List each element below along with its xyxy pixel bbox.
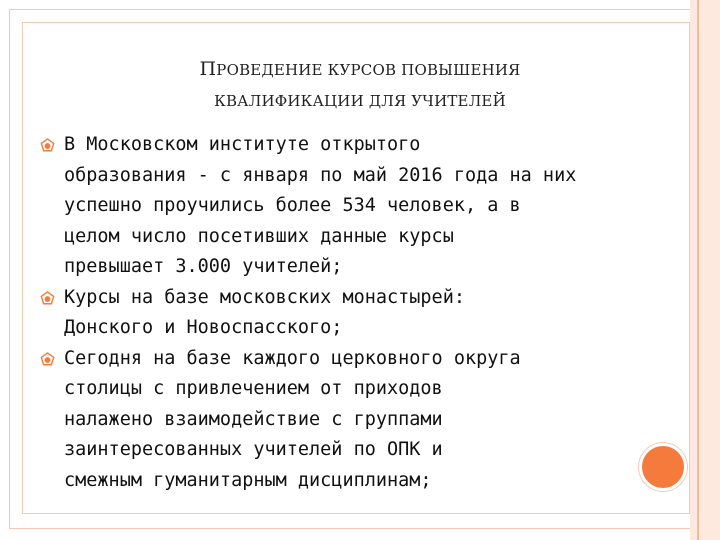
slide-title-line1-rest: РОВЕДЕНИЕ КУРСОВ ПОВЫШЕНИЯ	[216, 61, 521, 79]
bullet-line: целом число посетивших данные курсы	[64, 225, 454, 247]
bullet-line: столицы с привлечением от приходов	[64, 378, 443, 399]
bullet-item	[40, 130, 650, 283]
bullet-line: Донского и Новоспасского;	[64, 317, 343, 338]
bullet-item	[40, 344, 650, 497]
slide-title-line2: КВАЛИФИКАЦИИ ДЛЯ УЧИТЕЛЕЙ	[214, 92, 506, 110]
bullet-icon	[40, 352, 55, 367]
bullet-line: успешно проучились более 534 человек, а в	[64, 195, 521, 216]
bullet-icon	[40, 138, 55, 153]
bullet-line: образования - с января по май 2016 года на них	[64, 164, 577, 186]
bullet-line: заинтересованных учителей по ОПК и	[64, 439, 443, 460]
bullet-line: превышает 3.000 учителей;	[64, 256, 343, 277]
bullet-item	[40, 283, 650, 344]
slide-title-line1	[100, 54, 620, 86]
bullet-line: Курсы на базе московских монастырей:	[64, 286, 465, 308]
slide-title-initial: П	[199, 58, 217, 80]
bullet-line: В Московском институте открытого	[64, 134, 421, 155]
right-decorative-line	[697, 0, 699, 540]
bullet-line: смежным гуманитарным дисциплинам;	[64, 469, 432, 491]
bullet-line: Сегодня на базе каждого церковного округа	[64, 347, 521, 369]
slide-title	[100, 54, 620, 117]
bullet-icon	[40, 291, 55, 306]
bullet-list	[40, 130, 650, 496]
bullet-line: налажено взаимодействие с группами	[64, 408, 443, 430]
right-decorative-band	[690, 0, 720, 540]
